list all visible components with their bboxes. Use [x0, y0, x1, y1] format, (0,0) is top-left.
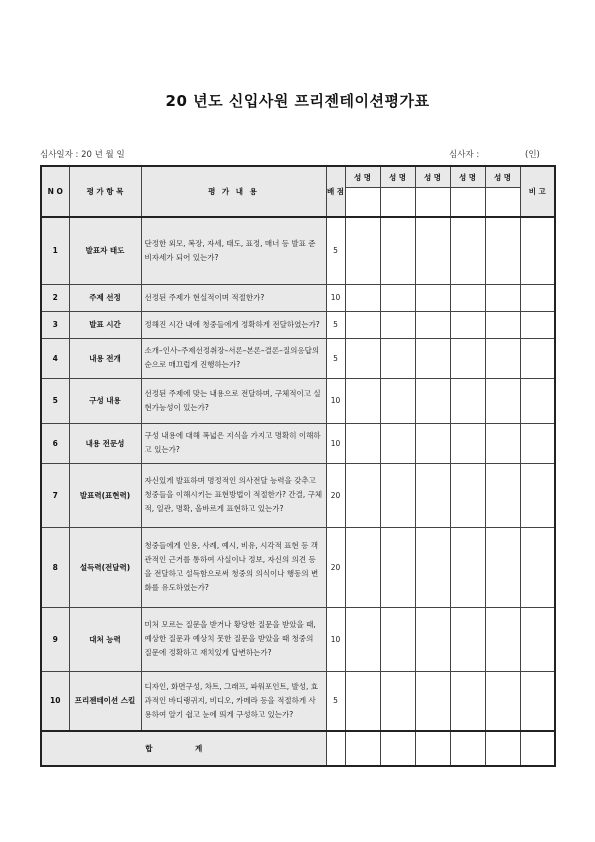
score-cell[interactable] — [450, 311, 485, 338]
table-row — [41, 378, 555, 423]
score-cell[interactable] — [450, 463, 485, 527]
name-field-5[interactable] — [485, 188, 520, 218]
remark-cell[interactable] — [520, 527, 555, 607]
score-cell[interactable] — [380, 607, 415, 671]
max-score: 10 — [326, 378, 345, 423]
header-no: N O — [41, 166, 69, 217]
row-number: 9 — [41, 607, 69, 671]
score-cell[interactable] — [380, 527, 415, 607]
name-field-1[interactable] — [345, 188, 380, 218]
header-item: 평 가 항 목 — [69, 166, 141, 217]
criterion-label: 대처 능력 — [69, 607, 141, 671]
criterion-label: 발표자 태도 — [69, 217, 141, 284]
total-cell[interactable] — [485, 731, 520, 766]
criterion-description: 선정된 주제가 현실적이며 적절한가? — [141, 284, 326, 311]
criterion-description: 디자인, 화면구성, 차트, 그래프, 파워포인트, 발성, 효과적인 바디랭귀지, 비디오, 카메라 등을 적절하게 사용하여 알기 쉽고 눈에 띄게 구성하고 있는가? — [141, 671, 326, 731]
form-title: 20 년도 신입사원 프리젠테이션평가표 — [165, 92, 430, 110]
score-cell[interactable] — [345, 671, 380, 731]
remark-cell[interactable] — [520, 217, 555, 284]
criterion-description: 미처 모르는 질문을 받거나 황당한 질문을 받았을 때, 예상한 질문과 예상치 못한 질문을 받았을 때 청중의 질문에 정확하고 재치있게 답변하는가? — [141, 607, 326, 671]
header-name-5: 성 명 — [485, 166, 520, 188]
score-cell[interactable] — [415, 217, 450, 284]
max-score: 10 — [326, 607, 345, 671]
score-cell[interactable] — [415, 671, 450, 731]
max-score: 20 — [326, 463, 345, 527]
table-row — [41, 671, 555, 731]
score-cell[interactable] — [345, 607, 380, 671]
max-score: 5 — [326, 671, 345, 731]
row-number: 7 — [41, 463, 69, 527]
total-row — [41, 731, 555, 766]
name-field-2[interactable] — [380, 188, 415, 218]
criterion-description: 자신있게 발표하며 명정적인 의사전달 능력을 갖추고 청중들을 이해시키는 표현방법이 적절한가? 간결, 구체적, 일관, 명확, 올바르게 표현하고 있는가? — [141, 463, 326, 527]
criterion-label: 발표력(표현력) — [69, 463, 141, 527]
header-name-2: 성 명 — [380, 166, 415, 188]
remark-cell[interactable] — [520, 463, 555, 527]
criterion-description: 청중들에게 인용, 사례, 예시, 비유, 시각적 표현 등 객관적인 근거를 통하여 사실이나 정보, 자신의 의견 등을 전달하고 설득함으로써 청중의 의식이나 행동의 변화를 유도하였는가? — [141, 527, 326, 607]
score-cell[interactable] — [380, 284, 415, 311]
row-number: 1 — [41, 217, 69, 284]
score-cell[interactable] — [415, 284, 450, 311]
score-cell[interactable] — [345, 463, 380, 527]
max-score: 20 — [326, 527, 345, 607]
score-cell[interactable] — [485, 671, 520, 731]
row-number: 6 — [41, 423, 69, 463]
row-number: 10 — [41, 671, 69, 731]
score-cell[interactable] — [485, 527, 520, 607]
score-cell[interactable] — [450, 284, 485, 311]
score-cell[interactable] — [450, 423, 485, 463]
score-cell[interactable] — [345, 217, 380, 284]
total-cell[interactable] — [450, 731, 485, 766]
remark-cell[interactable] — [520, 607, 555, 671]
score-cell[interactable] — [485, 378, 520, 423]
score-cell[interactable] — [485, 311, 520, 338]
header-content: 평 가 내 용 — [141, 166, 326, 217]
remark-cell[interactable] — [520, 338, 555, 378]
score-cell[interactable] — [380, 311, 415, 338]
header-score: 배 점 — [326, 166, 345, 217]
score-cell[interactable] — [380, 217, 415, 284]
score-cell[interactable] — [485, 217, 520, 284]
seal-label: (인) — [525, 150, 540, 160]
criterion-label: 내용 전문성 — [69, 423, 141, 463]
score-cell[interactable] — [485, 338, 520, 378]
evaluation-date-label: 심사일자 : 20 년 월 일 — [40, 150, 125, 160]
evaluator-label: 심사자 : — [449, 150, 480, 160]
score-cell[interactable] — [450, 378, 485, 423]
score-cell[interactable] — [450, 527, 485, 607]
criterion-description: 단정한 외모, 복장, 자세, 태도, 표정, 매너 등 발표 준비자세가 되어 있는가? — [141, 217, 326, 284]
criterion-label: 구성 내용 — [69, 378, 141, 423]
score-cell[interactable] — [345, 338, 380, 378]
remark-cell[interactable] — [520, 423, 555, 463]
criterion-label: 내용 전개 — [69, 338, 141, 378]
criterion-description: 소개–인사–주제선정취장–서론–본론–결론–질의응답의 순으로 매끄럽게 진행하는가? — [141, 338, 326, 378]
total-score-cell[interactable] — [326, 731, 345, 766]
score-cell[interactable] — [450, 338, 485, 378]
table-row — [41, 527, 555, 607]
criterion-description: 구성 내용에 대해 폭넓은 지식을 가지고 명확히 이해하고 있는가? — [141, 423, 326, 463]
remark-cell[interactable] — [520, 311, 555, 338]
table-row — [41, 338, 555, 378]
score-cell[interactable] — [485, 463, 520, 527]
table-row — [41, 217, 555, 284]
row-number: 5 — [41, 378, 69, 423]
header-remark: 비 고 — [520, 166, 555, 217]
header-name-4: 성 명 — [450, 166, 485, 188]
row-number: 3 — [41, 311, 69, 338]
max-score: 10 — [326, 284, 345, 311]
criterion-label: 주제 선정 — [69, 284, 141, 311]
total-remark-cell[interactable] — [520, 731, 555, 766]
total-cell[interactable] — [345, 731, 380, 766]
evaluation-table — [40, 165, 556, 767]
score-cell[interactable] — [485, 423, 520, 463]
score-cell[interactable] — [450, 671, 485, 731]
score-cell[interactable] — [345, 423, 380, 463]
total-cell[interactable] — [415, 731, 450, 766]
score-cell[interactable] — [380, 671, 415, 731]
table-row — [41, 607, 555, 671]
criterion-label: 설득력(전달력) — [69, 527, 141, 607]
table-row — [41, 423, 555, 463]
max-score: 10 — [326, 423, 345, 463]
remark-cell[interactable] — [520, 378, 555, 423]
score-cell[interactable] — [380, 338, 415, 378]
max-score: 5 — [326, 311, 345, 338]
score-cell[interactable] — [345, 311, 380, 338]
row-number: 4 — [41, 338, 69, 378]
total-cell[interactable] — [380, 731, 415, 766]
score-cell[interactable] — [345, 378, 380, 423]
score-cell[interactable] — [345, 284, 380, 311]
score-cell[interactable] — [415, 423, 450, 463]
remark-cell[interactable] — [520, 671, 555, 731]
score-cell[interactable] — [415, 463, 450, 527]
score-cell[interactable] — [380, 423, 415, 463]
table-row — [41, 311, 555, 338]
table-row — [41, 284, 555, 311]
score-cell[interactable] — [415, 607, 450, 671]
criterion-label: 발표 시간 — [69, 311, 141, 338]
score-cell[interactable] — [345, 527, 380, 607]
table-row — [41, 463, 555, 527]
name-field-3[interactable] — [415, 188, 450, 218]
header-name-3: 성 명 — [415, 166, 450, 188]
score-cell[interactable] — [380, 378, 415, 423]
criterion-description: 정해진 시간 내에 청중들에게 정확하게 전달하였는가? — [141, 311, 326, 338]
score-cell[interactable] — [415, 311, 450, 338]
score-cell[interactable] — [450, 607, 485, 671]
remark-cell[interactable] — [520, 284, 555, 311]
total-label: 합 계 — [41, 731, 326, 766]
row-number: 2 — [41, 284, 69, 311]
name-field-4[interactable] — [450, 188, 485, 218]
max-score: 5 — [326, 217, 345, 284]
score-cell[interactable] — [450, 217, 485, 284]
criterion-description: 선정된 주제에 맞는 내용으로 전달하며, 구체적이고 실현가능성이 있는가? — [141, 378, 326, 423]
score-cell[interactable] — [415, 338, 450, 378]
score-cell[interactable] — [485, 607, 520, 671]
score-cell[interactable] — [380, 463, 415, 527]
row-number: 8 — [41, 527, 69, 607]
max-score: 5 — [326, 338, 345, 378]
criterion-label: 프리젠테이션 스킬 — [69, 671, 141, 731]
score-cell[interactable] — [485, 284, 520, 311]
header-name-1: 성 명 — [345, 166, 380, 188]
score-cell[interactable] — [415, 527, 450, 607]
score-cell[interactable] — [415, 378, 450, 423]
